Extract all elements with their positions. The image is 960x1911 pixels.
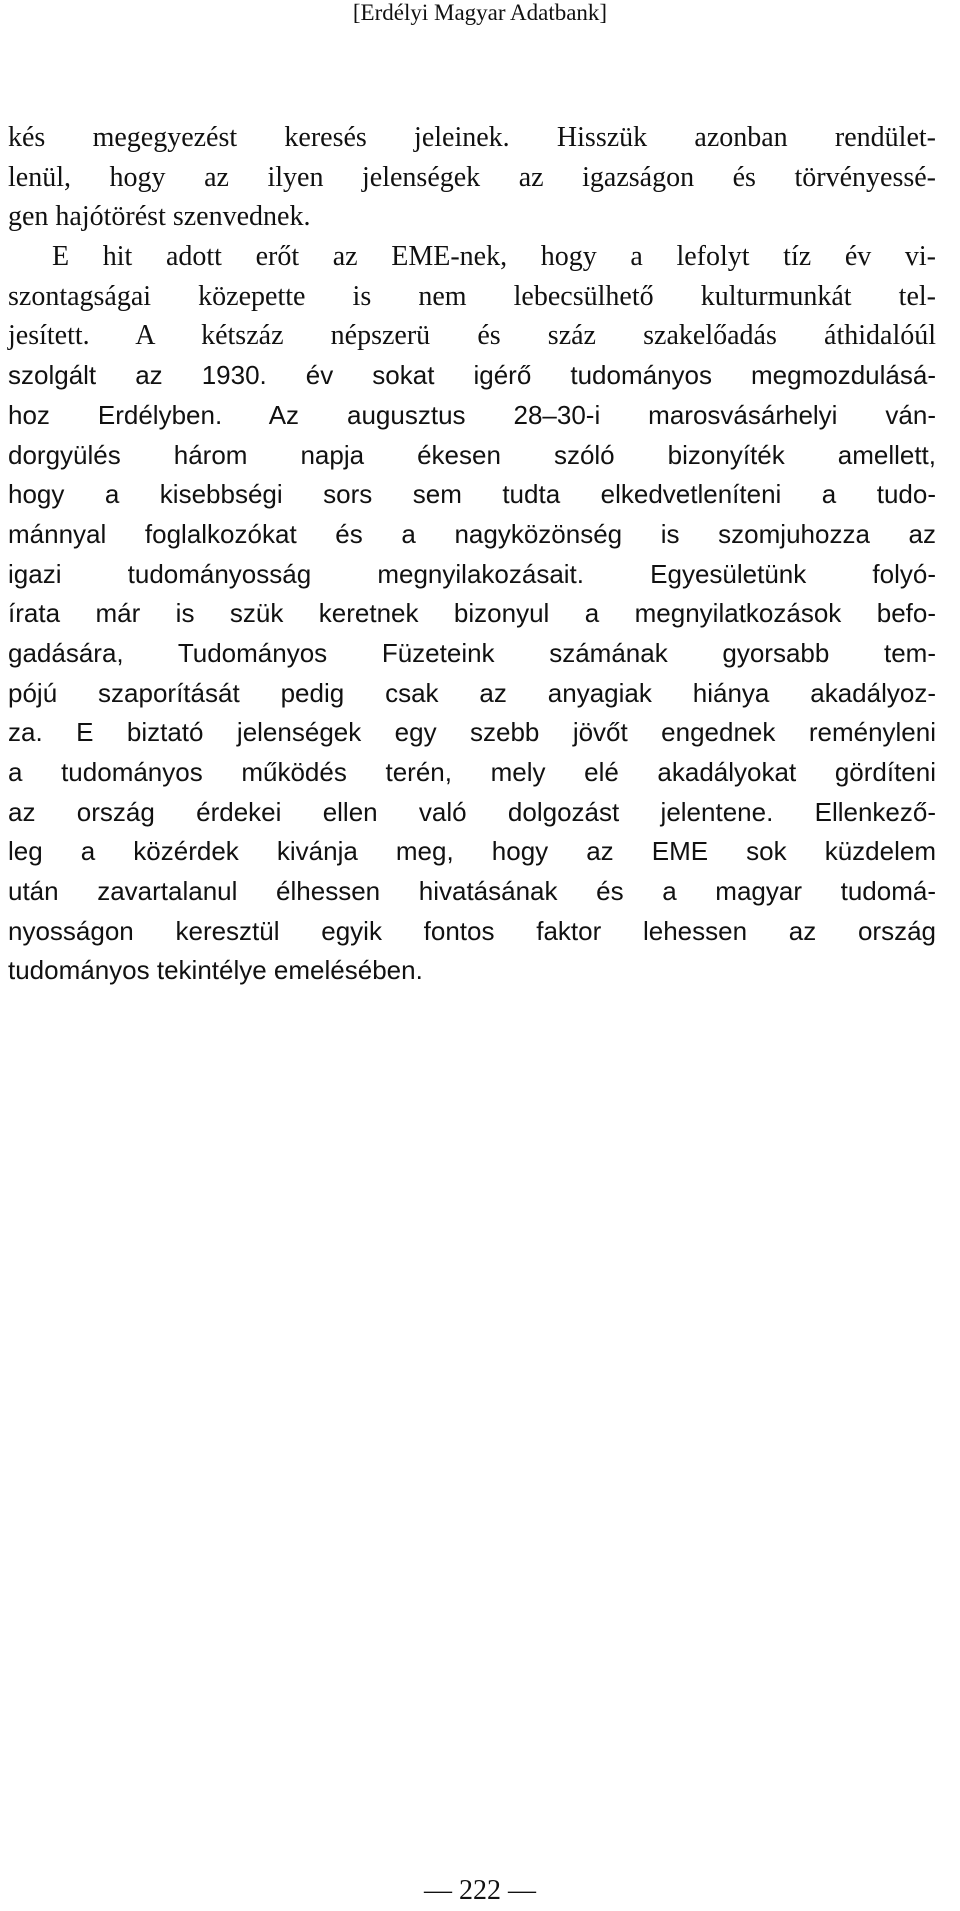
text-line: igazi tudományosság megnyilakozásait. Egyesületünk folyó- — [8, 558, 936, 589]
page-number: — 222 — — [424, 1875, 536, 1906]
text-line: írata már is szük keretnek bizonyul a megnyilatkozások befo- — [8, 598, 936, 629]
text-line: jesített. A kétszáz népszerü és száz szakelőadás áthidalóúl — [8, 320, 936, 352]
text-line: a tudományos működés terén, mely elé akadályokat gördíteni — [8, 757, 936, 787]
text-line: szontagságai közepette is nem lebecsülhető kulturmunkát tel- — [8, 280, 936, 312]
document-header: [Erdélyi Magyar Adatbank] — [352, 0, 608, 25]
text-line: E hit adott erőt az EME-nek, hogy a lefolyt tíz év vi- — [52, 241, 936, 273]
text-line: hogy a kisebbségi sors sem tudta elkedvetleníteni a tudo- — [8, 479, 936, 510]
text-line: után zavartalanul élhessen hivatásának és a magyar tudomá- — [8, 876, 936, 907]
text-line: gen hajótörést szenvednek. — [8, 201, 311, 233]
text-line: nyosságon keresztül egyik fontos faktor lehessen az ország — [8, 915, 936, 946]
body-text-part-1 — [8, 118, 936, 356]
text-line: hoz Erdélyben. Az augusztus 28–30-i marosvásárhelyi ván- — [8, 399, 936, 430]
text-line: lenül, hogy az ilyen jelenségek az igazságon és törvényessé- — [8, 161, 936, 193]
text-line: leg a közérdek kivánja meg, hogy az EME sok küzdelem — [8, 836, 936, 867]
text-line: az ország érdekei ellen való dolgozást jelentene. Ellenkező- — [8, 796, 936, 827]
text-line: pójú szaporítását pedig csak az anyagiak hiánya akadályoz- — [8, 677, 936, 708]
text-line: kés megegyezést keresés jeleinek. Hisszük azonban rendület- — [8, 122, 936, 153]
text-line: mánnyal foglalkozókat és a nagyközönség is szomjuhozza az — [8, 518, 936, 549]
text-line: za. E biztató jelenségek egy szebb jövőt engednek reményleni — [8, 717, 936, 748]
text-line: gadására, Tudományos Füzeteink számának gyorsabb tem- — [8, 637, 936, 668]
text-line: dorgyülés három napja ékesen szóló bizonyíték amellett, — [8, 439, 936, 470]
body-text — [8, 118, 936, 991]
text-line: tudományos tekintélye emelésében. — [8, 955, 423, 986]
body-text-part-2 — [8, 356, 936, 991]
text-line: szolgált az 1930. év sokat igérő tudományos megmozdulásá- — [8, 360, 936, 391]
